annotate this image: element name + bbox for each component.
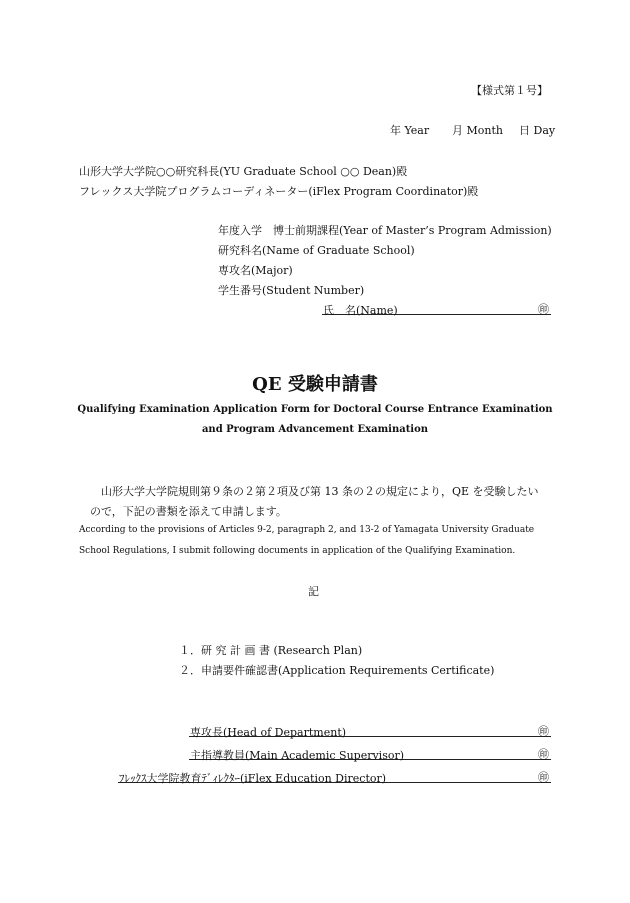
document-item-research-plan: １．研 究 計 画 書 (Research Plan) [179,644,363,657]
major-field: 専攻名(Major) [218,264,293,277]
page-title: QE 受験申請書 [252,374,378,395]
date-year: 年 Year [390,124,430,137]
date-month: 月 Month [452,124,503,137]
name-seal-icon: ㊞ [538,303,549,316]
addressee-coordinator: フレックス大学院プログラムコーディネーター(iFlex Program Coordinator)殿 [79,185,479,198]
signature-seal-director-icon: ㊞ [538,771,549,784]
body-en-line-1: According to the provisions of Articles 9-2, paragraph 2, and 13-2 of Yamagata University Graduate [79,525,535,535]
form-number: 【様式第１号】 [471,84,548,97]
body-jp-line-1: 山形大学大学院規則第９条の２第２項及び第 13 条の２の規定により，QE を受験したい [101,485,539,498]
signature-seal-head-icon: ㊞ [538,725,549,738]
document-item-requirements-certificate: ２．申請要件確認書(Application Requirements Certificate) [179,664,495,677]
name-field: 氏 名(Name) [323,304,398,317]
subtitle-line-1: Qualifying Examination Application Form for Doctoral Course Entrance Examination [77,404,553,415]
student-number-field: 学生番号(Student Number) [218,284,365,297]
addressee-dean: 山形大学大学院○○研究科長(YU Graduate School ○○ Dean)殿 [79,165,408,178]
school-field: 研究科名(Name of Graduate School) [218,244,415,257]
subtitle-line-2: and Program Advancement Examination [201,424,429,435]
body-jp-line-2: ので，下記の書類を添えて申請します。 [90,505,287,518]
admission-year-field: 年度入学 博士前期課程(Year of Master’s Program Admission) [218,224,552,237]
signature-label-director: ﾌﾚｯｸｽ大学院教育ﾃﾞｨﾚｸﾀｰ(iFlex Education Director) [119,772,387,785]
signature-label-supervisor: 主指導教員(Main Academic Supervisor) [190,749,405,762]
signature-label-head: 専攻長(Head of Department) [190,726,347,739]
ki-label: 記 [308,585,319,598]
date-day: 日 Day [519,124,556,137]
body-en-line-2: School Regulations, I submit following documents in application of the Qualifying Examination. [79,546,516,556]
signature-seal-supervisor-icon: ㊞ [538,748,549,761]
